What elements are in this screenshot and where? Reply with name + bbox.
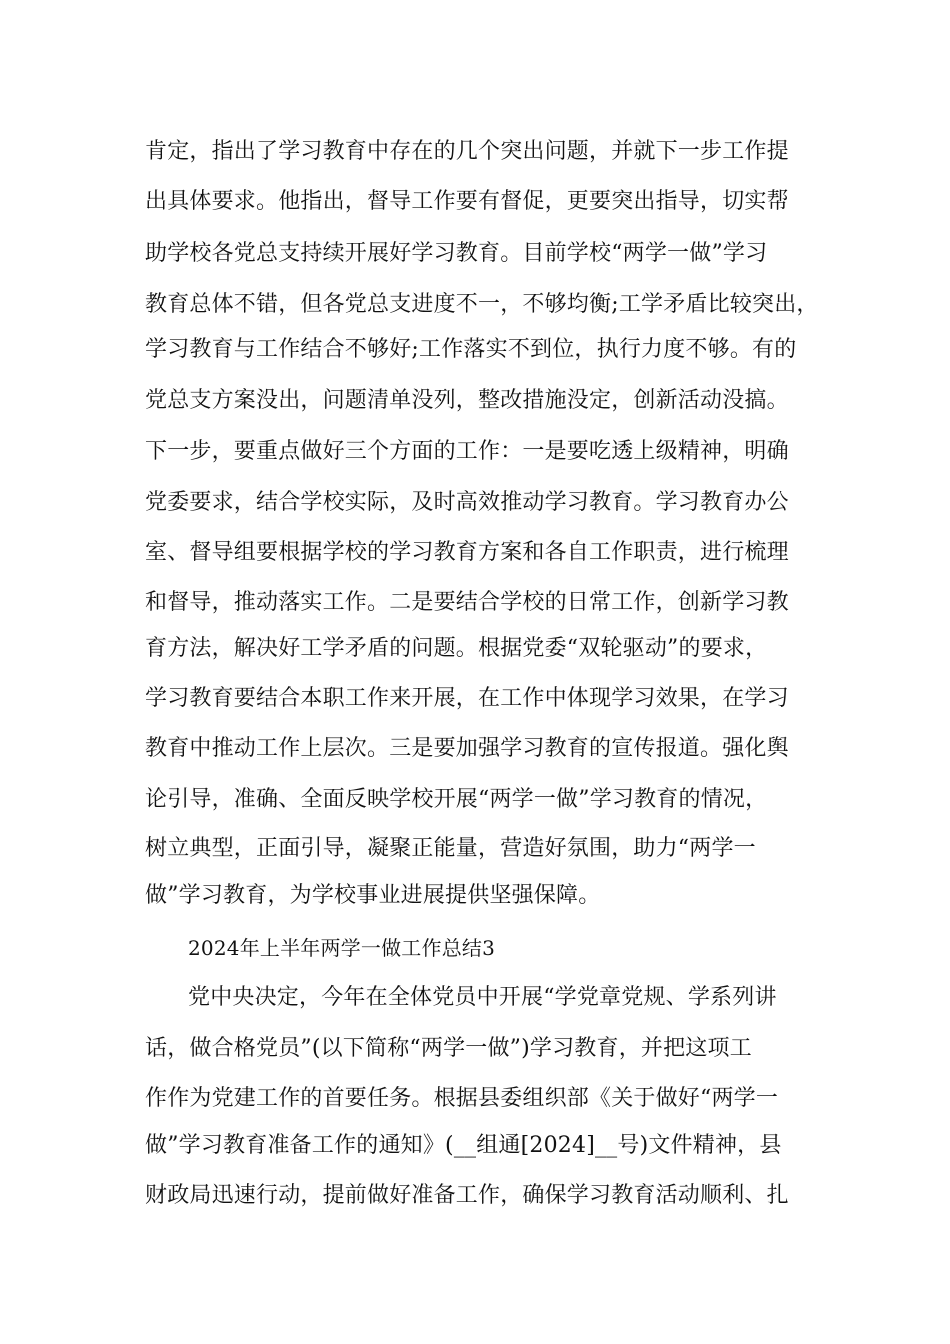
paragraph-line: 出具体要求。他指出，督导工作要有督促，更要突出指导，切实帮 <box>145 189 789 214</box>
paragraph-line: 做”学习教育准备工作的通知》(__组通[2024]__号)文件精神，县 <box>145 1133 782 1158</box>
paragraph-line: 作作为党建工作的首要任务。根据县委组织部《关于做好“两学一 <box>145 1086 779 1111</box>
paragraph-line: 教育总体不错，但各党总支进度不一，不够均衡;工学矛盾比较突出， <box>145 292 819 317</box>
paragraph-line: 室、督导组要根据学校的学习教育方案和各自工作职责，进行梳理 <box>145 540 789 565</box>
paragraph-line: 党委要求，结合学校实际，及时高效推动学习教育。学习教育办公 <box>145 490 789 515</box>
paragraph-line: 树立典型，正面引导，凝聚正能量，营造好氛围，助力“两学一 <box>145 836 756 861</box>
paragraph-line: 学习教育与工作结合不够好;工作落实不到位，执行力度不够。有的 <box>145 337 797 362</box>
paragraph-line: 学习教育要结合本职工作来开展，在工作中体现学习效果，在学习 <box>145 686 789 711</box>
paragraph-line: 党中央决定，今年在全体党员中开展“学党章党规、学系列讲 <box>188 985 777 1010</box>
paragraph-line: 党总支方案没出，问题清单没列，整改措施没定，创新活动没搞。 <box>145 388 789 413</box>
paragraph-line: 和督导，推动落实工作。二是要结合学校的日常工作，创新学习教 <box>145 590 789 615</box>
paragraph-line: 做”学习教育，为学校事业进展提供坚强保障。 <box>145 883 601 908</box>
section-heading: 2024年上半年两学一做工作总结3 <box>188 936 496 960</box>
paragraph-line: 助学校各党总支持续开展好学习教育。目前学校“两学一做”学习 <box>145 241 768 266</box>
paragraph-line: 论引导，准确、全面反映学校开展“两学一做”学习教育的情况， <box>145 787 768 812</box>
paragraph-line: 教育中推动工作上层次。三是要加强学习教育的宣传报道。强化舆 <box>145 736 789 761</box>
paragraph-line: 育方法，解决好工学矛盾的问题。根据党委“双轮驱动”的要求， <box>145 636 768 661</box>
paragraph-line: 下一步，要重点做好三个方面的工作：一是要吃透上级精神，明确 <box>145 439 789 464</box>
paragraph-line: 财政局迅速行动，提前做好准备工作，确保学习教育活动顺利、扎 <box>145 1183 789 1208</box>
paragraph-line: 话，做合格党员”(以下简称“两学一做”)学习教育，并把这项工 <box>145 1036 752 1061</box>
paragraph-line: 肯定，指出了学习教育中存在的几个突出问题，并就下一步工作提 <box>145 139 789 164</box>
